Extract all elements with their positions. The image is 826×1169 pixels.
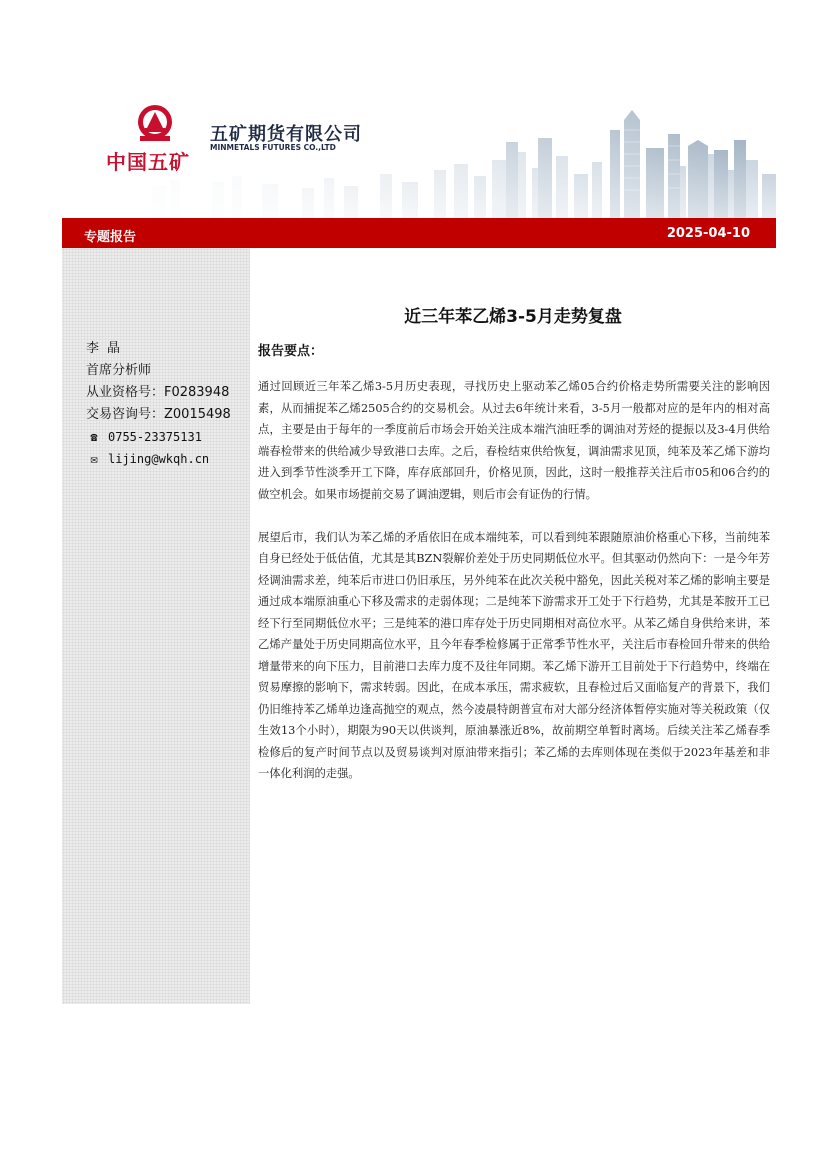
report-paragraph: 展望后市，我们认为苯乙烯的矛盾依旧在成本端纯苯，可以看到纯苯跟随原油价格重心下移，当前纯苯自身已经处于低估值，尤其是其BZN裂解价差处于历史同期低位水平。但其驱动仍然向下：一是今年芳烃调油需求差，纯苯后市进口仍旧承压，另外纯苯在此次关税中豁免，因此关税对苯乙烯的影响主要是通过成本端原油重心下移及需求的走弱体现；二是纯苯下游需求开工处于下行趋势，尤其是苯胺开工已经下行至同期低位水平；三是纯苯的港口库存处于历史同期相对高位水平。从苯乙烯自身供给来讲，苯乙烯产量处于历史同期高位水平，且今年春季检修属于正常季节性水平，关注后市春检回升带来的供给增量带来的向下压力，目前港口去库力度不及往年同期。苯乙烯下游开工目前处于下行趋势中，终端在贸易摩擦的影响下，需求转弱。因此，在成本承压，需求疲软，且春检过后又面临复产的背景下，我们仍旧维持苯乙烯单边逢高抛空的观点，然今凌晨特朗普宣布对大部分经济体暂停实施对等关税政策（仅生效13个小时），期限为90天以供谈判，原油暴涨近8%，故前期空单暂时离场。后续关注苯乙烯春季检修后的复产时间节点以及贸易谈判对原油带来指引；苯乙烯的去库则体现在类似于2023年基差和非一体化利润的走强。: [258, 530, 770, 780]
analyst-consult-number: 交易咨询号：Z0015498: [86, 407, 231, 422]
envelope-icon: ✉: [90, 452, 98, 466]
analyst-phone: [86, 426, 231, 448]
report-paragraph: 通过回顾近三年苯乙烯3-5月历史表现，寻找历史上驱动苯乙烯05合约价格走势所需要关注的影响因素，从而捕捉苯乙烯2505合约的交易机会。从过去6年统计来看，3-5月一般都对应的是年内的相对高点，主要是由于每年的一季度前后市场会开始关注成本端汽油旺季的调油对芳烃的提振以及3-4月供给端春检带来的供给减少导致港口去库。之后，春检结束供给恢复，调油需求见顶，纯苯及苯乙烯下游均进入到季节性淡季开工下降，库存底部回升，价格见顶，因此，这时一般推荐关注后市05和06合约的做空机会。如果市场提前交易了调油逻辑，则后市会有证伪的行情。: [258, 380, 770, 501]
company-name-chinese: 五矿期货有限公司: [210, 124, 362, 145]
summary-heading: 报告要点：: [258, 344, 324, 359]
report-type-banner: [62, 218, 776, 248]
analyst-sidebar: [62, 248, 250, 1004]
analyst-role: 首席分析师: [86, 363, 152, 378]
company-name-english: MINMETALS FUTURES CO.,LTD: [210, 143, 336, 152]
minmetals-emblem-icon: [132, 104, 178, 144]
phone-icon: ☎: [90, 430, 98, 444]
analyst-email-address[interactable]: lijing@wkqh.cn: [108, 452, 210, 466]
analyst-name: 李晶: [86, 341, 129, 356]
analyst-phone-number: 0755-23375131: [108, 430, 202, 444]
report-header: [62, 90, 776, 218]
report-type-label: 专题报告: [84, 230, 137, 245]
analyst-license-number: 从业资格号：F0283948: [86, 385, 230, 400]
analyst-info: [86, 338, 231, 470]
report-body: [258, 376, 770, 806]
brand-name-chinese: 中国五矿: [106, 150, 190, 174]
analyst-email[interactable]: [86, 448, 231, 470]
report-date: 2025-04-10: [666, 226, 750, 241]
report-title: 近三年苯乙烯3-5月走势复盘: [404, 307, 622, 327]
